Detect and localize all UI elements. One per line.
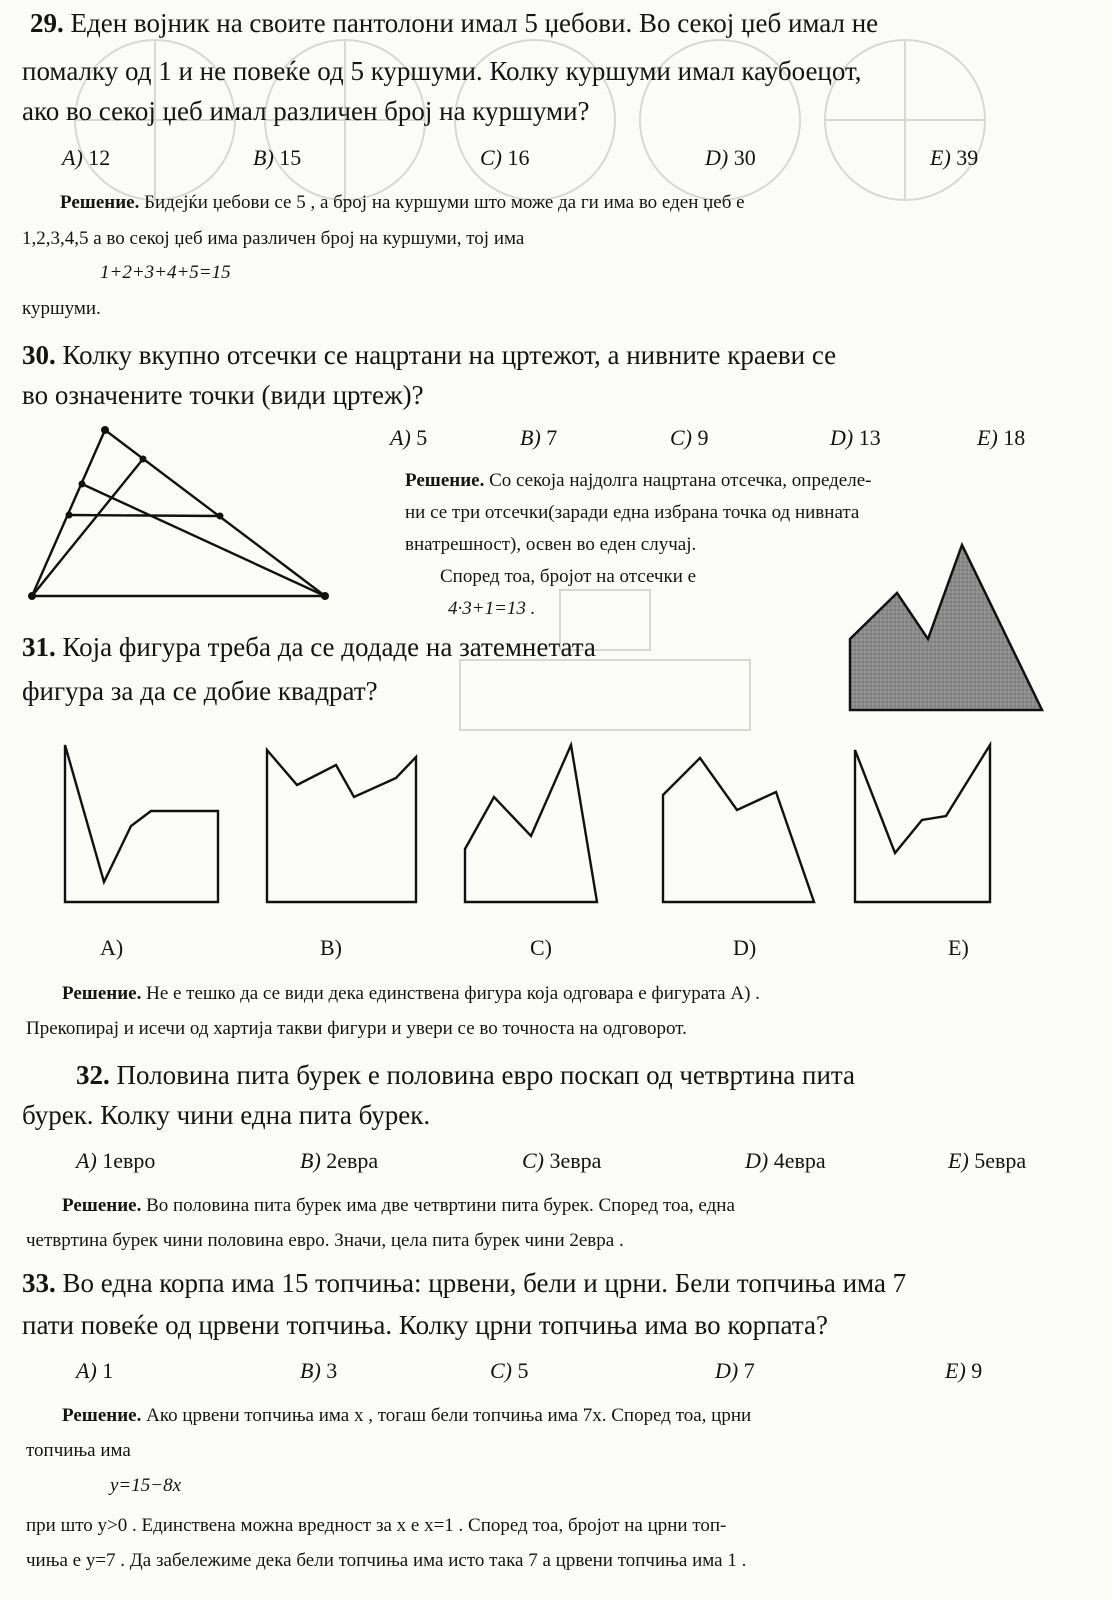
- q31-number: 31.: [22, 632, 56, 662]
- q29-option-c: C) 16: [480, 145, 530, 170]
- q31-figure-d: [658, 740, 828, 910]
- q30-formula: 4·3+1=13 .: [448, 598, 536, 619]
- q31-line-2: фигура за да се добие квадрат?: [22, 676, 378, 706]
- q31-solution-line-2: Прекопирај и исечи од хартија такви фигури и увери се во точноста на одговорот.: [26, 1018, 687, 1039]
- q32-option-c: C) 3евра: [522, 1148, 602, 1173]
- q33-solution-line-4: чиња е y=7 . Да забележиме дека бели топчиња има исто така 7 а црвени топчиња има 1 .: [26, 1550, 747, 1571]
- q30-option-a: A) 5: [390, 425, 428, 450]
- q29-solution-end: куршуми.: [22, 298, 101, 319]
- q30-option-e: E) 18: [977, 425, 1026, 450]
- q31-figure-c: [460, 740, 630, 910]
- point: [140, 456, 147, 463]
- q31-figure-label-e: E): [948, 935, 969, 960]
- q32-number: 32.: [76, 1060, 110, 1090]
- segment: [32, 459, 143, 596]
- q30-triangle-figure: [20, 420, 380, 620]
- q33-number: 33.: [22, 1268, 56, 1298]
- q32-option-e: E) 5евра: [948, 1148, 1027, 1173]
- q31-figure-label-a: A): [100, 935, 124, 960]
- q33-option-a: A) 1: [76, 1358, 114, 1383]
- point: [66, 512, 73, 519]
- q30-line-1: 30. Колку вкупно отсечки се нацртани на цртежот, а нивните краеви се: [22, 340, 837, 370]
- q31-figure-label-c: C): [530, 935, 552, 960]
- q33-solution-line-1: Решение. Ако црвени топчиња има x , тогаш бели топчиња има 7x. Според тоа, црни: [62, 1405, 752, 1426]
- q32-option-a: A) 1евро: [76, 1148, 156, 1173]
- q33-option-b: B) 3: [300, 1358, 338, 1383]
- q29-number: 29.: [30, 8, 64, 38]
- q32-line-1: 32. Половина пита бурек е половина евро поскап од четвртина пита: [76, 1060, 856, 1090]
- q29-option-a: A) 12: [62, 145, 111, 170]
- q31-shaded-figure: [850, 545, 1050, 725]
- q33-line-2: пати повеќе од црвени топчиња. Колку црни топчиња има во корпата?: [22, 1310, 828, 1340]
- q32-option-b: B) 2евра: [300, 1148, 379, 1173]
- q30-line-2: во означените точки (види цртеж)?: [22, 380, 424, 410]
- q33-solution-line-3: при што y>0 . Единствена можна вредност за x е x=1 . Според тоа, бројот на црни топ-: [26, 1515, 727, 1536]
- point: [321, 592, 329, 600]
- q30-solution-line-4: Според тоа, бројот на отсечки е: [440, 566, 697, 587]
- q33-formula: y=15−8x: [110, 1475, 182, 1496]
- q30-option-d: D) 13: [830, 425, 881, 450]
- q29-formula: 1+2+3+4+5=15: [100, 262, 231, 283]
- q29-solution-line-2: 1,2,3,4,5 а во секој џеб има различен број на куршуми, тој има: [22, 228, 525, 249]
- q31-line-1: 31. Која фигура треба да се додаде на затемнетата: [22, 632, 596, 662]
- segment: [82, 484, 325, 596]
- q30-option-b: B) 7: [520, 425, 558, 450]
- q31-figure-b: [262, 740, 432, 910]
- q29-option-d: D) 30: [705, 145, 756, 170]
- q32-line-2: бурек. Колку чини една пита бурек.: [22, 1100, 431, 1130]
- q29-option-e: E) 39: [930, 145, 979, 170]
- q31-figure-a: [60, 740, 230, 910]
- q30-solution-line-1: Решение. Со секоја најдолга нацртана отсечка, определе-: [405, 470, 872, 491]
- q29-line-3: ако во секој џеб имал различен број на куршуми?: [22, 96, 590, 126]
- q31-solution-line-1: Решение. Не е тешко да се види дека единствена фигура која одговара е фигурата A) .: [62, 983, 760, 1004]
- q30-option-c: C) 9: [670, 425, 709, 450]
- q33-line-1: 33. Во една корпа има 15 топчиња: црвени, бели и црни. Бели топчиња има 7: [22, 1268, 907, 1298]
- q30-solution-line-3: внатрешност), освен во еден случај.: [405, 534, 697, 555]
- point: [101, 426, 109, 434]
- q32-solution-line-1: Решение. Во половина пита бурек има две четвртини пита бурек. Според тоа, една: [62, 1195, 735, 1216]
- q30-solution-line-2: ни се три отсечки(заради една избрана точка од нивната: [405, 502, 860, 523]
- segment: [69, 515, 220, 516]
- point: [28, 592, 36, 600]
- point: [217, 513, 224, 520]
- point: [79, 481, 86, 488]
- q30-number: 30.: [22, 340, 56, 370]
- q31-figure-label-d: D): [733, 935, 757, 960]
- segment: [105, 430, 325, 596]
- q29-line-2: помалку од 1 и не повеќе од 5 куршуми. Колку куршуми имал каубоецот,: [22, 56, 862, 86]
- q33-option-e: E) 9: [945, 1358, 983, 1383]
- q31-figure-e: [850, 740, 1020, 910]
- q29-solution-line-1: Решение. Бидејќи џебови се 5 , а број на куршуми што може да ги има во еден џеб е: [60, 192, 745, 213]
- q33-option-d: D) 7: [715, 1358, 755, 1383]
- q29-line-1: 29. Еден војник на своите пантолони имал 5 џебови. Во секој џеб имал не: [30, 8, 879, 38]
- q32-solution-line-2: четвртина бурек чини половина евро. Значи, цела пита бурек чини 2евра .: [26, 1230, 624, 1251]
- q33-solution-line-2: топчиња има: [26, 1440, 131, 1461]
- q29-option-b: B) 15: [253, 145, 302, 170]
- q31-figure-label-b: B): [320, 935, 342, 960]
- q32-option-d: D) 4евра: [745, 1148, 826, 1173]
- q33-option-c: C) 5: [490, 1358, 529, 1383]
